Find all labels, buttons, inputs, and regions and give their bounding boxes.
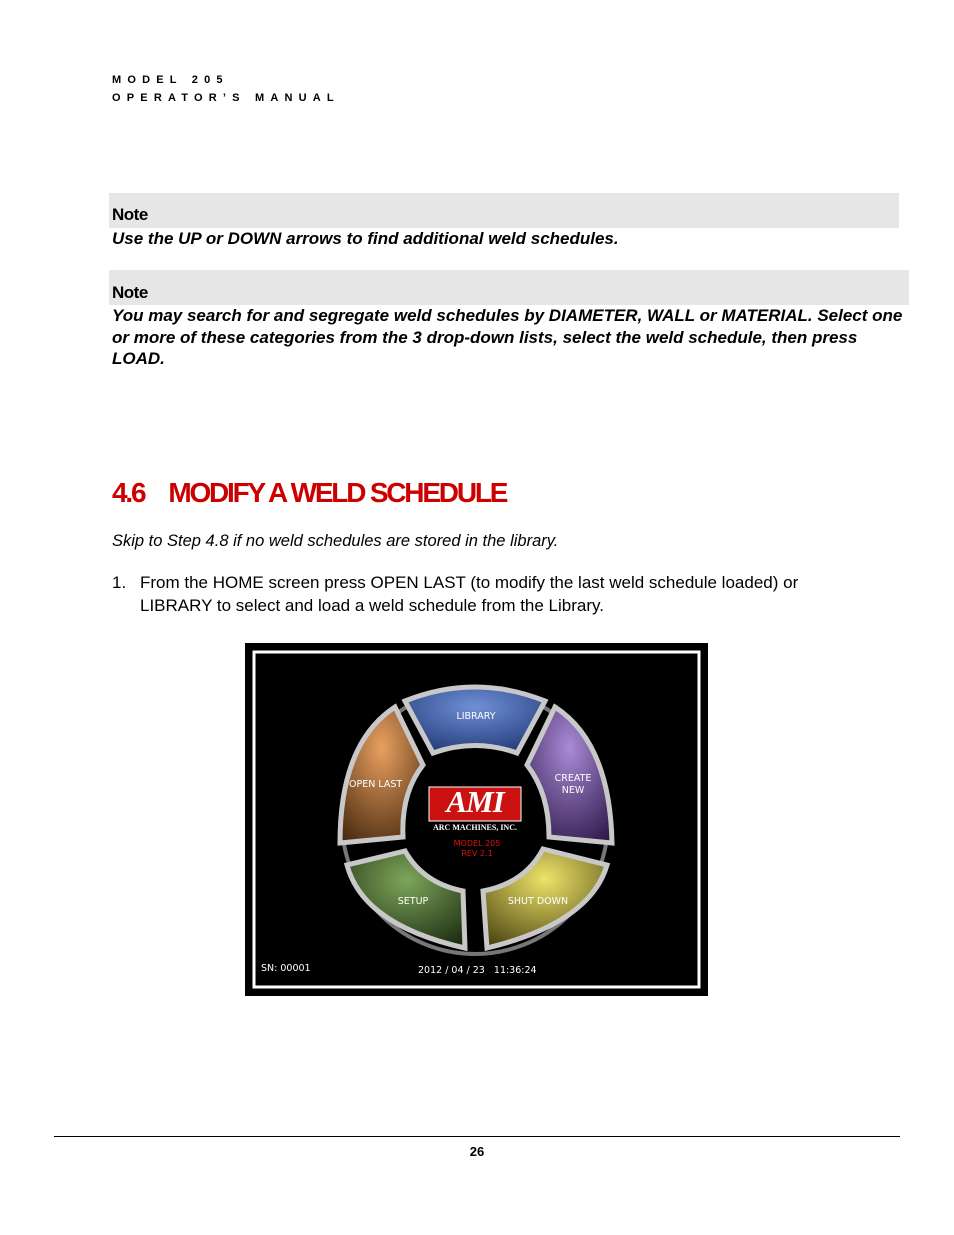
create-new-label-line1: CREATE bbox=[554, 773, 592, 784]
note-bar-1 bbox=[109, 193, 899, 228]
note-label-2: Note bbox=[112, 283, 148, 302]
section-heading bbox=[112, 477, 506, 509]
page-number: 26 bbox=[469, 1144, 485, 1159]
note-bar-2 bbox=[109, 270, 909, 305]
step-number: 1. bbox=[112, 573, 127, 592]
ami-logo: AMI bbox=[446, 784, 504, 819]
library-button[interactable]: LIBRARY bbox=[456, 711, 496, 722]
footer-rule bbox=[54, 1136, 900, 1137]
model-label: MODEL 205 bbox=[453, 839, 501, 848]
open-last-button[interactable]: OPEN LAST bbox=[349, 779, 403, 790]
section-number: 4.6 bbox=[112, 477, 145, 508]
company-name: ARC MACHINES, INC. bbox=[432, 823, 517, 832]
create-new-button[interactable] bbox=[545, 773, 601, 797]
revision-label: REV 2.1 bbox=[461, 849, 493, 858]
step-text: From the HOME screen press OPEN LAST (to modify the last weld schedule loaded) or LIBRARY to select and load a weld schedule from the Library. bbox=[140, 573, 799, 615]
serial-number: SN: 00001 bbox=[261, 963, 311, 974]
setup-button[interactable]: SETUP bbox=[397, 896, 429, 907]
note-label-1: Note bbox=[112, 205, 148, 224]
shut-down-button[interactable]: SHUT DOWN bbox=[507, 896, 569, 907]
note-text-1: Use the UP or DOWN arrows to find additional weld schedules. bbox=[112, 229, 619, 248]
date-time: 2012 / 04 / 23 11:36:24 bbox=[418, 965, 537, 976]
header-model: MODEL 205 bbox=[112, 74, 229, 86]
header-manual: OPERATOR’S MANUAL bbox=[112, 92, 340, 104]
home-screen-screenshot bbox=[245, 643, 708, 996]
section-title: MODIFY A WELD SCHEDULE bbox=[168, 477, 507, 508]
note-text-2: You may search for and segregate weld schedules by DIAMETER, WALL or MATERIAL. Select one or more of these categories from the 3 drop-down lists, select the weld schedule, then press LOAD. bbox=[112, 306, 903, 368]
skip-note: Skip to Step 4.8 if no weld schedules are stored in the library. bbox=[112, 532, 559, 550]
create-new-label-line2: NEW bbox=[561, 785, 585, 796]
